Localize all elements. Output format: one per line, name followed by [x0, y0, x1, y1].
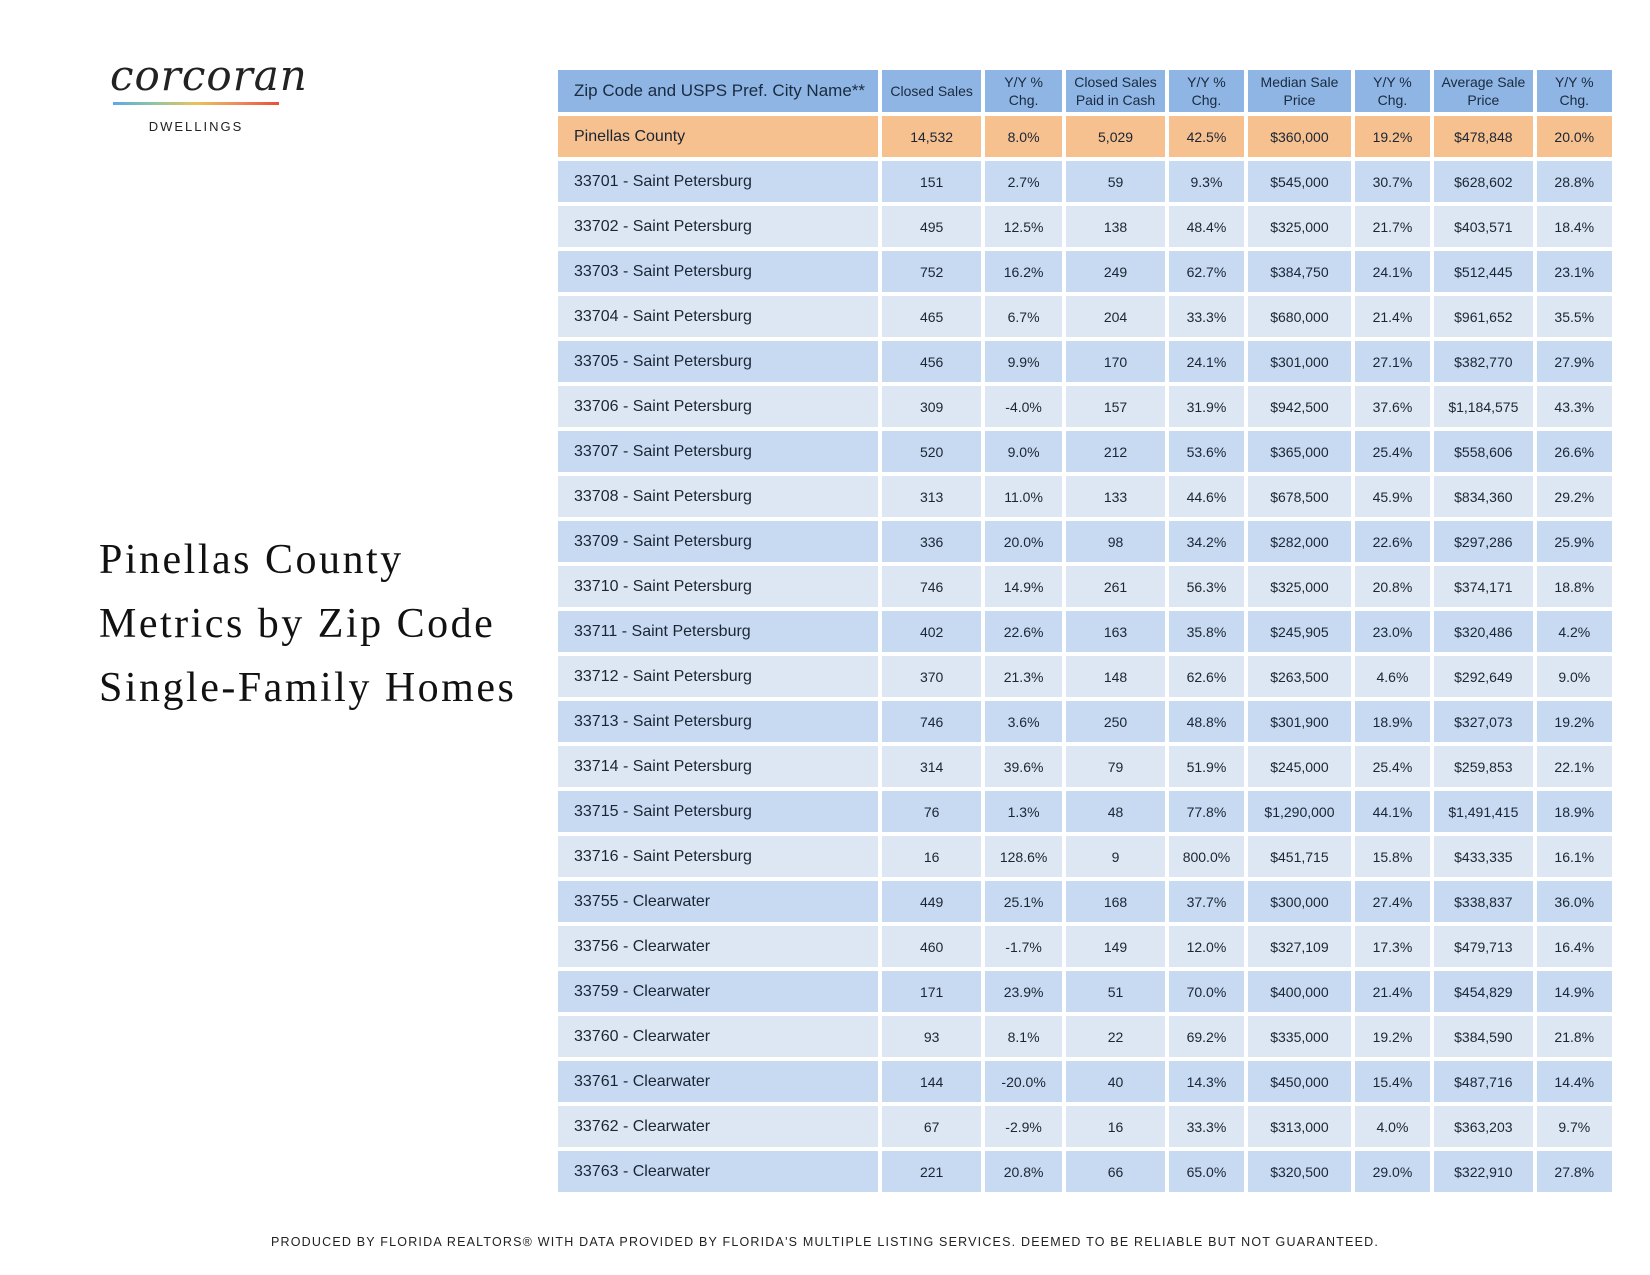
value-cell: 261: [1066, 566, 1164, 607]
value-cell: 133: [1066, 476, 1164, 517]
value-cell: 69.2%: [1169, 1016, 1244, 1057]
value-cell: 170: [1066, 341, 1164, 382]
value-cell: 204: [1066, 296, 1164, 337]
table-row: [558, 206, 1612, 247]
column-header: Y/Y % Chg.: [1537, 70, 1612, 112]
value-cell: $320,486: [1434, 611, 1532, 652]
table-row: [558, 521, 1612, 562]
value-cell: $942,500: [1248, 386, 1351, 427]
zip-city-cell: 33715 - Saint Petersburg: [558, 791, 878, 832]
value-cell: 48.8%: [1169, 701, 1244, 742]
value-cell: 314: [882, 746, 980, 787]
title-line: Pinellas County: [99, 537, 404, 583]
table-row: [558, 386, 1612, 427]
value-cell: $545,000: [1248, 161, 1351, 202]
value-cell: 29.0%: [1355, 1151, 1430, 1192]
value-cell: 37.6%: [1355, 386, 1430, 427]
value-cell: $245,905: [1248, 611, 1351, 652]
value-cell: 27.9%: [1537, 341, 1612, 382]
value-cell: 31.9%: [1169, 386, 1244, 427]
value-cell: 3.6%: [985, 701, 1062, 742]
value-cell: 24.1%: [1169, 341, 1244, 382]
value-cell: 23.1%: [1537, 251, 1612, 292]
value-cell: $384,750: [1248, 251, 1351, 292]
value-cell: $322,910: [1434, 1151, 1532, 1192]
value-cell: 45.9%: [1355, 476, 1430, 517]
value-cell: 16.4%: [1537, 926, 1612, 967]
table-row: [558, 746, 1612, 787]
value-cell: 20.8%: [1355, 566, 1430, 607]
value-cell: 250: [1066, 701, 1164, 742]
table-row: [558, 881, 1612, 922]
zip-city-cell: Pinellas County: [558, 116, 878, 157]
logo-subtitle: DWELLINGS: [148, 119, 244, 134]
zip-city-cell: 33709 - Saint Petersburg: [558, 521, 878, 562]
value-cell: 48: [1066, 791, 1164, 832]
logo-gradient-bar: [113, 102, 279, 105]
value-cell: 163: [1066, 611, 1164, 652]
value-cell: $834,360: [1434, 476, 1532, 517]
table-row: [558, 476, 1612, 517]
value-cell: 8.1%: [985, 1016, 1062, 1057]
value-cell: 76: [882, 791, 980, 832]
value-cell: 21.7%: [1355, 206, 1430, 247]
value-cell: 249: [1066, 251, 1164, 292]
value-cell: $360,000: [1248, 116, 1351, 157]
value-cell: 157: [1066, 386, 1164, 427]
zip-city-cell: 33713 - Saint Petersburg: [558, 701, 878, 742]
value-cell: $282,000: [1248, 521, 1351, 562]
value-cell: 16.2%: [985, 251, 1062, 292]
value-cell: 16: [1066, 1106, 1164, 1147]
zip-city-cell: 33762 - Clearwater: [558, 1106, 878, 1147]
value-cell: 402: [882, 611, 980, 652]
value-cell: 456: [882, 341, 980, 382]
value-cell: 14.9%: [985, 566, 1062, 607]
column-header: Average Sale Price: [1434, 70, 1532, 112]
county-total-row: [558, 116, 1612, 157]
value-cell: 138: [1066, 206, 1164, 247]
value-cell: 309: [882, 386, 980, 427]
value-cell: $678,500: [1248, 476, 1351, 517]
value-cell: 18.4%: [1537, 206, 1612, 247]
value-cell: $1,290,000: [1248, 791, 1351, 832]
value-cell: $558,606: [1434, 431, 1532, 472]
value-cell: 23.9%: [985, 971, 1062, 1012]
value-cell: 21.4%: [1355, 971, 1430, 1012]
value-cell: $374,171: [1434, 566, 1532, 607]
value-cell: $478,848: [1434, 116, 1532, 157]
value-cell: 313: [882, 476, 980, 517]
value-cell: $403,571: [1434, 206, 1532, 247]
value-cell: $297,286: [1434, 521, 1532, 562]
value-cell: 4.6%: [1355, 656, 1430, 697]
zip-city-cell: 33706 - Saint Petersburg: [558, 386, 878, 427]
value-cell: $961,652: [1434, 296, 1532, 337]
value-cell: $245,000: [1248, 746, 1351, 787]
value-cell: 77.8%: [1169, 791, 1244, 832]
column-header: Y/Y % Chg.: [1169, 70, 1244, 112]
value-cell: 19.2%: [1537, 701, 1612, 742]
value-cell: 25.9%: [1537, 521, 1612, 562]
corcoran-logo: [110, 51, 308, 134]
value-cell: 35.8%: [1169, 611, 1244, 652]
zip-city-cell: 33755 - Clearwater: [558, 881, 878, 922]
zip-city-cell: 33711 - Saint Petersburg: [558, 611, 878, 652]
value-cell: 752: [882, 251, 980, 292]
value-cell: 9.0%: [985, 431, 1062, 472]
value-cell: 168: [1066, 881, 1164, 922]
value-cell: 9.3%: [1169, 161, 1244, 202]
value-cell: 65.0%: [1169, 1151, 1244, 1192]
table-row: [558, 566, 1612, 607]
value-cell: 520: [882, 431, 980, 472]
value-cell: $363,203: [1434, 1106, 1532, 1147]
metrics-table: [554, 66, 1616, 1196]
value-cell: 22.1%: [1537, 746, 1612, 787]
value-cell: 27.8%: [1537, 1151, 1612, 1192]
value-cell: 16: [882, 836, 980, 877]
column-header: Y/Y % Chg.: [985, 70, 1062, 112]
value-cell: $512,445: [1434, 251, 1532, 292]
value-cell: 25.4%: [1355, 431, 1430, 472]
value-cell: 79: [1066, 746, 1164, 787]
table-row: [558, 791, 1612, 832]
value-cell: 14,532: [882, 116, 980, 157]
value-cell: 11.0%: [985, 476, 1062, 517]
value-cell: 4.2%: [1537, 611, 1612, 652]
value-cell: -2.9%: [985, 1106, 1062, 1147]
value-cell: 21.4%: [1355, 296, 1430, 337]
value-cell: 12.5%: [985, 206, 1062, 247]
value-cell: 460: [882, 926, 980, 967]
value-cell: 22.6%: [1355, 521, 1430, 562]
value-cell: 20.8%: [985, 1151, 1062, 1192]
value-cell: 5,029: [1066, 116, 1164, 157]
value-cell: 27.1%: [1355, 341, 1430, 382]
logo-wordmark: corcoran: [110, 51, 308, 100]
value-cell: 15.4%: [1355, 1061, 1430, 1102]
value-cell: $325,000: [1248, 206, 1351, 247]
table-row: [558, 926, 1612, 967]
value-cell: 62.6%: [1169, 656, 1244, 697]
value-cell: 212: [1066, 431, 1164, 472]
title-line: Metrics by Zip Code: [99, 601, 496, 647]
value-cell: $454,829: [1434, 971, 1532, 1012]
table-row: [558, 161, 1612, 202]
value-cell: 39.6%: [985, 746, 1062, 787]
value-cell: 370: [882, 656, 980, 697]
value-cell: 336: [882, 521, 980, 562]
value-cell: 27.4%: [1355, 881, 1430, 922]
value-cell: 19.2%: [1355, 1016, 1430, 1057]
value-cell: 59: [1066, 161, 1164, 202]
value-cell: $479,713: [1434, 926, 1532, 967]
value-cell: $300,000: [1248, 881, 1351, 922]
value-cell: 48.4%: [1169, 206, 1244, 247]
value-cell: 16.1%: [1537, 836, 1612, 877]
value-cell: 144: [882, 1061, 980, 1102]
value-cell: $263,500: [1248, 656, 1351, 697]
value-cell: 8.0%: [985, 116, 1062, 157]
title-line: Single-Family Homes: [99, 665, 517, 711]
value-cell: 21.8%: [1537, 1016, 1612, 1057]
zip-city-cell: 33761 - Clearwater: [558, 1061, 878, 1102]
value-cell: 66: [1066, 1151, 1164, 1192]
value-cell: 2.7%: [985, 161, 1062, 202]
value-cell: $628,602: [1434, 161, 1532, 202]
table-row: [558, 251, 1612, 292]
table-row: [558, 1016, 1612, 1057]
value-cell: $327,109: [1248, 926, 1351, 967]
zip-city-cell: 33712 - Saint Petersburg: [558, 656, 878, 697]
table-row: [558, 1061, 1612, 1102]
table-row: [558, 701, 1612, 742]
value-cell: 33.3%: [1169, 296, 1244, 337]
value-cell: 6.7%: [985, 296, 1062, 337]
value-cell: 67: [882, 1106, 980, 1147]
value-cell: 148: [1066, 656, 1164, 697]
value-cell: 149: [1066, 926, 1164, 967]
table-row: [558, 1106, 1612, 1147]
value-cell: 25.4%: [1355, 746, 1430, 787]
column-header: Zip Code and USPS Pref. City Name**: [558, 70, 878, 112]
table-row: [558, 611, 1612, 652]
value-cell: $382,770: [1434, 341, 1532, 382]
value-cell: 9.0%: [1537, 656, 1612, 697]
value-cell: $338,837: [1434, 881, 1532, 922]
value-cell: 42.5%: [1169, 116, 1244, 157]
value-cell: 465: [882, 296, 980, 337]
value-cell: 4.0%: [1355, 1106, 1430, 1147]
value-cell: 18.9%: [1537, 791, 1612, 832]
zip-city-cell: 33759 - Clearwater: [558, 971, 878, 1012]
value-cell: 9.7%: [1537, 1106, 1612, 1147]
zip-city-cell: 33710 - Saint Petersburg: [558, 566, 878, 607]
value-cell: 746: [882, 566, 980, 607]
value-cell: 93: [882, 1016, 980, 1057]
zip-city-cell: 33705 - Saint Petersburg: [558, 341, 878, 382]
value-cell: 449: [882, 881, 980, 922]
value-cell: 19.2%: [1355, 116, 1430, 157]
value-cell: 14.4%: [1537, 1061, 1612, 1102]
zip-city-cell: 33716 - Saint Petersburg: [558, 836, 878, 877]
value-cell: $259,853: [1434, 746, 1532, 787]
value-cell: 221: [882, 1151, 980, 1192]
value-cell: 171: [882, 971, 980, 1012]
value-cell: $301,000: [1248, 341, 1351, 382]
value-cell: $301,900: [1248, 701, 1351, 742]
zip-city-cell: 33760 - Clearwater: [558, 1016, 878, 1057]
value-cell: -1.7%: [985, 926, 1062, 967]
value-cell: 21.3%: [985, 656, 1062, 697]
column-header: Median Sale Price: [1248, 70, 1351, 112]
value-cell: 128.6%: [985, 836, 1062, 877]
value-cell: 51.9%: [1169, 746, 1244, 787]
value-cell: 20.0%: [985, 521, 1062, 562]
value-cell: 25.1%: [985, 881, 1062, 922]
value-cell: 800.0%: [1169, 836, 1244, 877]
value-cell: 29.2%: [1537, 476, 1612, 517]
value-cell: 23.0%: [1355, 611, 1430, 652]
column-header: Closed Sales: [882, 70, 980, 112]
table-header-row: [558, 70, 1612, 112]
value-cell: 24.1%: [1355, 251, 1430, 292]
zip-city-cell: 33704 - Saint Petersburg: [558, 296, 878, 337]
value-cell: 746: [882, 701, 980, 742]
value-cell: 22: [1066, 1016, 1164, 1057]
value-cell: $433,335: [1434, 836, 1532, 877]
value-cell: 37.7%: [1169, 881, 1244, 922]
value-cell: 56.3%: [1169, 566, 1244, 607]
value-cell: $384,590: [1434, 1016, 1532, 1057]
value-cell: 9.9%: [985, 341, 1062, 382]
value-cell: $400,000: [1248, 971, 1351, 1012]
value-cell: 36.0%: [1537, 881, 1612, 922]
zip-city-cell: 33763 - Clearwater: [558, 1151, 878, 1192]
value-cell: $327,073: [1434, 701, 1532, 742]
value-cell: $320,500: [1248, 1151, 1351, 1192]
table-row: [558, 656, 1612, 697]
value-cell: 62.7%: [1169, 251, 1244, 292]
value-cell: 1.3%: [985, 791, 1062, 832]
value-cell: 17.3%: [1355, 926, 1430, 967]
zip-city-cell: 33714 - Saint Petersburg: [558, 746, 878, 787]
value-cell: 15.8%: [1355, 836, 1430, 877]
value-cell: 34.2%: [1169, 521, 1244, 562]
table-row: [558, 431, 1612, 472]
value-cell: 9: [1066, 836, 1164, 877]
value-cell: -20.0%: [985, 1061, 1062, 1102]
value-cell: -4.0%: [985, 386, 1062, 427]
table-row: [558, 836, 1612, 877]
value-cell: $313,000: [1248, 1106, 1351, 1147]
value-cell: 22.6%: [985, 611, 1062, 652]
value-cell: 495: [882, 206, 980, 247]
value-cell: 53.6%: [1169, 431, 1244, 472]
zip-city-cell: 33703 - Saint Petersburg: [558, 251, 878, 292]
value-cell: $292,649: [1434, 656, 1532, 697]
zip-city-cell: 33756 - Clearwater: [558, 926, 878, 967]
value-cell: $680,000: [1248, 296, 1351, 337]
value-cell: $487,716: [1434, 1061, 1532, 1102]
column-header: Closed Sales Paid in Cash: [1066, 70, 1164, 112]
value-cell: 28.8%: [1537, 161, 1612, 202]
value-cell: 44.6%: [1169, 476, 1244, 517]
value-cell: $1,184,575: [1434, 386, 1532, 427]
zip-city-cell: 33702 - Saint Petersburg: [558, 206, 878, 247]
value-cell: $325,000: [1248, 566, 1351, 607]
value-cell: 26.6%: [1537, 431, 1612, 472]
value-cell: 151: [882, 161, 980, 202]
value-cell: 44.1%: [1355, 791, 1430, 832]
value-cell: $451,715: [1248, 836, 1351, 877]
value-cell: 20.0%: [1537, 116, 1612, 157]
value-cell: 33.3%: [1169, 1106, 1244, 1147]
value-cell: 18.9%: [1355, 701, 1430, 742]
table-row: [558, 971, 1612, 1012]
value-cell: 98: [1066, 521, 1164, 562]
column-header: Y/Y % Chg.: [1355, 70, 1430, 112]
zip-city-cell: 33701 - Saint Petersburg: [558, 161, 878, 202]
page-title: [99, 528, 516, 720]
zip-city-cell: 33707 - Saint Petersburg: [558, 431, 878, 472]
value-cell: 12.0%: [1169, 926, 1244, 967]
table-row: [558, 341, 1612, 382]
value-cell: 14.9%: [1537, 971, 1612, 1012]
value-cell: 40: [1066, 1061, 1164, 1102]
value-cell: $450,000: [1248, 1061, 1351, 1102]
value-cell: 14.3%: [1169, 1061, 1244, 1102]
value-cell: 30.7%: [1355, 161, 1430, 202]
table-row: [558, 1151, 1612, 1192]
value-cell: $335,000: [1248, 1016, 1351, 1057]
value-cell: 51: [1066, 971, 1164, 1012]
value-cell: 43.3%: [1537, 386, 1612, 427]
value-cell: 70.0%: [1169, 971, 1244, 1012]
zip-city-cell: 33708 - Saint Petersburg: [558, 476, 878, 517]
value-cell: $365,000: [1248, 431, 1351, 472]
value-cell: $1,491,415: [1434, 791, 1532, 832]
table-row: [558, 296, 1612, 337]
value-cell: 18.8%: [1537, 566, 1612, 607]
value-cell: 35.5%: [1537, 296, 1612, 337]
footer-disclaimer: PRODUCED BY FLORIDA REALTORS® WITH DATA PROVIDED BY FLORIDA'S MULTIPLE LISTING SERVICES. DEEMED TO BE RELIABLE BUT NOT GUARANTEED.: [270, 1235, 1380, 1249]
